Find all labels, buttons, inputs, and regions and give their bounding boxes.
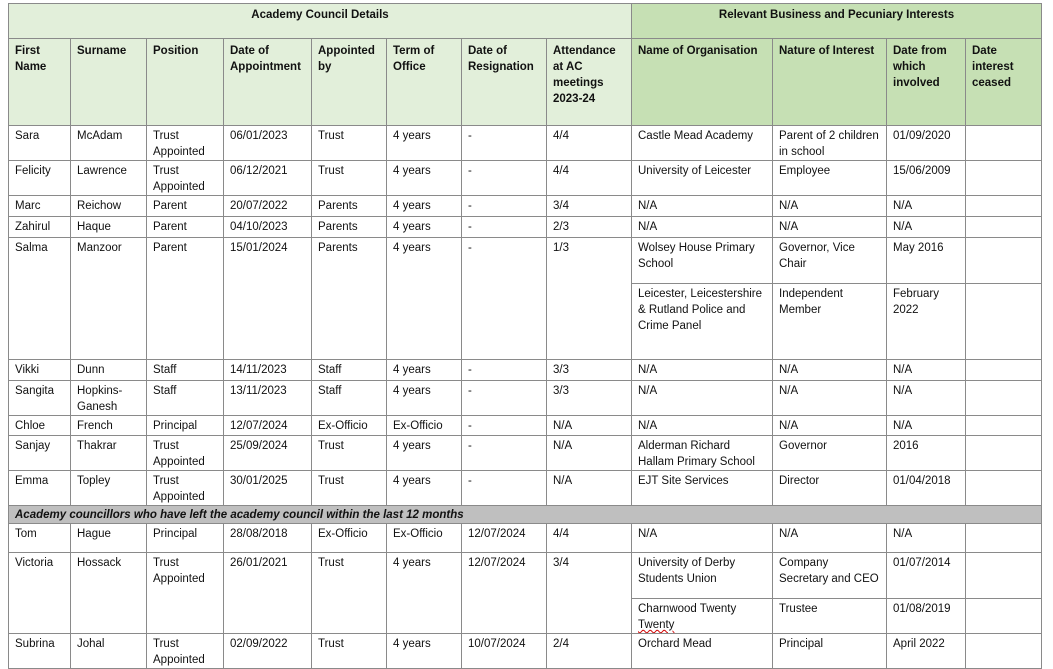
table-row — [9, 238, 1042, 284]
cell-position: Principal — [147, 416, 224, 436]
cell-organisation: Castle Mead Academy — [632, 126, 773, 161]
cell-term-of-office: Ex-Officio — [387, 416, 462, 436]
cell-attendance: 2/4 — [547, 634, 632, 669]
cell-surname: Topley — [71, 471, 147, 506]
cell-first-name: Sara — [9, 126, 71, 161]
cell-date-of-resignation: 10/07/2024 — [462, 634, 547, 669]
cell-position: Trust Appointed — [147, 436, 224, 471]
cell-position: Staff — [147, 381, 224, 416]
cell-nature-of-interest: Trustee — [773, 599, 887, 634]
cell-date-of-appointment: 04/10/2023 — [224, 217, 312, 238]
col-header-first-name: First Name — [9, 39, 71, 126]
former-councillors — [9, 506, 1042, 669]
cell-nature-of-interest: N/A — [773, 217, 887, 238]
cell-appointed-by: Staff — [312, 360, 387, 381]
cell-term-of-office: 4 years — [387, 436, 462, 471]
cell-nature-of-interest: Governor — [773, 436, 887, 471]
cell-date-from: February 2022 — [887, 284, 966, 360]
col-header-date-from: Date from which involved — [887, 39, 966, 126]
cell-organisation: EJT Site Services — [632, 471, 773, 506]
cell-date-of-appointment: 15/01/2024 — [224, 238, 312, 360]
cell-nature-of-interest: Independent Member — [773, 284, 887, 360]
cell-nature-of-interest: Director — [773, 471, 887, 506]
cell-appointed-by: Trust — [312, 161, 387, 196]
cell-nature-of-interest: Employee — [773, 161, 887, 196]
cell-term-of-office: 4 years — [387, 553, 462, 634]
cell-first-name: Emma — [9, 471, 71, 506]
cell-appointed-by: Staff — [312, 381, 387, 416]
cell-first-name: Marc — [9, 196, 71, 217]
cell-date-of-appointment: 26/01/2021 — [224, 553, 312, 634]
cell-surname: Lawrence — [71, 161, 147, 196]
cell-date-of-appointment: 02/09/2022 — [224, 634, 312, 669]
table-row — [9, 126, 1042, 161]
cell-attendance: N/A — [547, 471, 632, 506]
cell-first-name: Vikki — [9, 360, 71, 381]
table-row — [9, 381, 1042, 416]
cell-date-from: 01/04/2018 — [887, 471, 966, 506]
cell-date-from: N/A — [887, 416, 966, 436]
group-header-council-details: Academy Council Details — [9, 4, 632, 39]
cell-date-ceased — [966, 416, 1042, 436]
col-header-organisation: Name of Organisation — [632, 39, 773, 126]
cell-date-of-resignation: - — [462, 217, 547, 238]
table-row — [9, 161, 1042, 196]
cell-date-ceased — [966, 634, 1042, 669]
cell-position: Principal — [147, 524, 224, 553]
spelling-underline: Twenty — [638, 619, 675, 631]
cell-appointed-by: Ex-Officio — [312, 524, 387, 553]
cell-date-of-resignation: - — [462, 381, 547, 416]
cell-date-from: 2016 — [887, 436, 966, 471]
cell-attendance: 3/4 — [547, 196, 632, 217]
cell-date-from: 01/08/2019 — [887, 599, 966, 634]
cell-date-ceased — [966, 238, 1042, 284]
cell-first-name: Salma — [9, 238, 71, 360]
former-section-title: Academy councillors who have left the academy council within the last 12 months — [9, 506, 1042, 524]
cell-first-name: Sangita — [9, 381, 71, 416]
cell-first-name: Zahirul — [9, 217, 71, 238]
cell-position: Trust Appointed — [147, 634, 224, 669]
cell-term-of-office: 4 years — [387, 381, 462, 416]
cell-surname: Johal — [71, 634, 147, 669]
cell-date-ceased — [966, 524, 1042, 553]
cell-position: Staff — [147, 360, 224, 381]
cell-date-from: N/A — [887, 524, 966, 553]
cell-organisation: Leicester, Leicestershire & Rutland Police and Crime Panel — [632, 284, 773, 360]
cell-position: Parent — [147, 196, 224, 217]
table-row — [9, 553, 1042, 599]
cell-surname: Haque — [71, 217, 147, 238]
cell-position: Parent — [147, 217, 224, 238]
cell-nature-of-interest: N/A — [773, 416, 887, 436]
cell-attendance: 4/4 — [547, 161, 632, 196]
cell-organisation: N/A — [632, 360, 773, 381]
cell-surname: Hopkins-Ganesh — [71, 381, 147, 416]
cell-date-from: N/A — [887, 217, 966, 238]
cell-date-of-appointment: 25/09/2024 — [224, 436, 312, 471]
cell-appointed-by: Trust — [312, 471, 387, 506]
cell-surname: Dunn — [71, 360, 147, 381]
cell-surname: Hague — [71, 524, 147, 553]
cell-date-from: N/A — [887, 360, 966, 381]
cell-attendance: 3/3 — [547, 381, 632, 416]
cell-date-of-resignation: - — [462, 196, 547, 217]
cell-organisation: Wolsey House Primary School — [632, 238, 773, 284]
cell-date-from: April 2022 — [887, 634, 966, 669]
cell-date-ceased — [966, 217, 1042, 238]
cell-attendance: N/A — [547, 436, 632, 471]
table-row — [9, 360, 1042, 381]
cell-date-from: 01/07/2014 — [887, 553, 966, 599]
col-header-date-ceased: Date interest ceased — [966, 39, 1042, 126]
cell-nature-of-interest: Governor, Vice Chair — [773, 238, 887, 284]
cell-surname: McAdam — [71, 126, 147, 161]
cell-date-of-appointment: 06/12/2021 — [224, 161, 312, 196]
cell-date-of-resignation: - — [462, 471, 547, 506]
cell-term-of-office: Ex-Officio — [387, 524, 462, 553]
cell-attendance: 2/3 — [547, 217, 632, 238]
cell-date-ceased — [966, 553, 1042, 599]
cell-attendance: 4/4 — [547, 524, 632, 553]
cell-surname: Thakrar — [71, 436, 147, 471]
cell-appointed-by: Parents — [312, 217, 387, 238]
cell-position: Trust Appointed — [147, 553, 224, 634]
cell-nature-of-interest: N/A — [773, 196, 887, 217]
cell-appointed-by: Parents — [312, 196, 387, 217]
table-row — [9, 524, 1042, 553]
cell-attendance: 4/4 — [547, 126, 632, 161]
cell-position: Trust Appointed — [147, 471, 224, 506]
table-row — [9, 217, 1042, 238]
table-row — [9, 634, 1042, 669]
cell-appointed-by: Ex-Officio — [312, 416, 387, 436]
cell-date-of-appointment: 30/01/2025 — [224, 471, 312, 506]
cell-first-name: Sanjay — [9, 436, 71, 471]
cell-nature-of-interest: N/A — [773, 524, 887, 553]
cell-organisation: University of Derby Students Union — [632, 553, 773, 599]
cell-attendance: 3/4 — [547, 553, 632, 634]
cell-date-of-resignation: - — [462, 416, 547, 436]
cell-date-ceased — [966, 599, 1042, 634]
cell-appointed-by: Trust — [312, 634, 387, 669]
cell-surname: Reichow — [71, 196, 147, 217]
cell-position: Trust Appointed — [147, 161, 224, 196]
cell-term-of-office: 4 years — [387, 217, 462, 238]
cell-surname: French — [71, 416, 147, 436]
cell-date-from: N/A — [887, 381, 966, 416]
col-header-attendance: Attendance at AC meetings 2023-24 — [547, 39, 632, 126]
cell-first-name: Felicity — [9, 161, 71, 196]
cell-term-of-office: 4 years — [387, 161, 462, 196]
cell-date-from: 01/09/2020 — [887, 126, 966, 161]
cell-date-of-resignation: - — [462, 360, 547, 381]
cell-date-of-appointment: 28/08/2018 — [224, 524, 312, 553]
cell-nature-of-interest: N/A — [773, 360, 887, 381]
cell-term-of-office: 4 years — [387, 196, 462, 217]
cell-date-ceased — [966, 381, 1042, 416]
cell-position: Trust Appointed — [147, 126, 224, 161]
cell-organisation: N/A — [632, 416, 773, 436]
cell-term-of-office: 4 years — [387, 360, 462, 381]
cell-date-ceased — [966, 360, 1042, 381]
cell-date-of-appointment: 13/11/2023 — [224, 381, 312, 416]
council-table — [8, 3, 1042, 669]
cell-appointed-by: Trust — [312, 553, 387, 634]
group-header-interests: Relevant Business and Pecuniary Interests — [632, 4, 1042, 39]
cell-date-of-appointment: 20/07/2022 — [224, 196, 312, 217]
cell-date-of-resignation: - — [462, 238, 547, 360]
cell-organisation: N/A — [632, 196, 773, 217]
cell-nature-of-interest: Parent of 2 children in school — [773, 126, 887, 161]
cell-organisation: N/A — [632, 524, 773, 553]
cell-surname: Hossack — [71, 553, 147, 634]
cell-organisation: N/A — [632, 381, 773, 416]
cell-date-of-appointment: 14/11/2023 — [224, 360, 312, 381]
cell-date-from: May 2016 — [887, 238, 966, 284]
col-header-date-of-resignation: Date of Resignation — [462, 39, 547, 126]
cell-first-name: Tom — [9, 524, 71, 553]
cell-date-from: 15/06/2009 — [887, 161, 966, 196]
cell-term-of-office: 4 years — [387, 126, 462, 161]
col-header-nature-of-interest: Nature of Interest — [773, 39, 887, 126]
cell-term-of-office: 4 years — [387, 634, 462, 669]
cell-date-of-resignation: 12/07/2024 — [462, 524, 547, 553]
cell-organisation: University of Leicester — [632, 161, 773, 196]
cell-surname: Manzoor — [71, 238, 147, 360]
cell-first-name: Subrina — [9, 634, 71, 669]
cell-date-ceased — [966, 196, 1042, 217]
table-row — [9, 471, 1042, 506]
cell-date-of-appointment: 06/01/2023 — [224, 126, 312, 161]
cell-organisation: Orchard Mead — [632, 634, 773, 669]
cell-date-ceased — [966, 126, 1042, 161]
cell-attendance: N/A — [547, 416, 632, 436]
cell-date-from: N/A — [887, 196, 966, 217]
cell-position: Parent — [147, 238, 224, 360]
table-row — [9, 196, 1042, 217]
table-row — [9, 416, 1042, 436]
col-header-surname: Surname — [71, 39, 147, 126]
table-row — [9, 436, 1042, 471]
cell-date-ceased — [966, 471, 1042, 506]
col-header-term-of-office: Term of Office — [387, 39, 462, 126]
cell-date-of-resignation: 12/07/2024 — [462, 553, 547, 634]
col-header-position: Position — [147, 39, 224, 126]
cell-term-of-office: 4 years — [387, 471, 462, 506]
cell-date-ceased — [966, 284, 1042, 360]
cell-organisation: N/A — [632, 217, 773, 238]
cell-nature-of-interest: Company Secretary and CEO — [773, 553, 887, 599]
cell-date-ceased — [966, 161, 1042, 196]
cell-nature-of-interest: Principal — [773, 634, 887, 669]
cell-nature-of-interest: N/A — [773, 381, 887, 416]
cell-first-name: Chloe — [9, 416, 71, 436]
cell-date-ceased — [966, 436, 1042, 471]
cell-date-of-resignation: - — [462, 436, 547, 471]
cell-organisation: Charnwood Twenty Twenty — [632, 599, 773, 634]
cell-first-name: Victoria — [9, 553, 71, 634]
cell-appointed-by: Parents — [312, 238, 387, 360]
cell-organisation: Alderman Richard Hallam Primary School — [632, 436, 773, 471]
cell-attendance: 1/3 — [547, 238, 632, 360]
current-councillors — [9, 126, 1042, 506]
cell-attendance: 3/3 — [547, 360, 632, 381]
cell-date-of-appointment: 12/07/2024 — [224, 416, 312, 436]
cell-appointed-by: Trust — [312, 126, 387, 161]
cell-date-of-resignation: - — [462, 161, 547, 196]
cell-date-of-resignation: - — [462, 126, 547, 161]
col-header-date-of-appointment: Date of Appointment — [224, 39, 312, 126]
cell-appointed-by: Trust — [312, 436, 387, 471]
col-header-appointed-by: Appointed by — [312, 39, 387, 126]
cell-term-of-office: 4 years — [387, 238, 462, 360]
